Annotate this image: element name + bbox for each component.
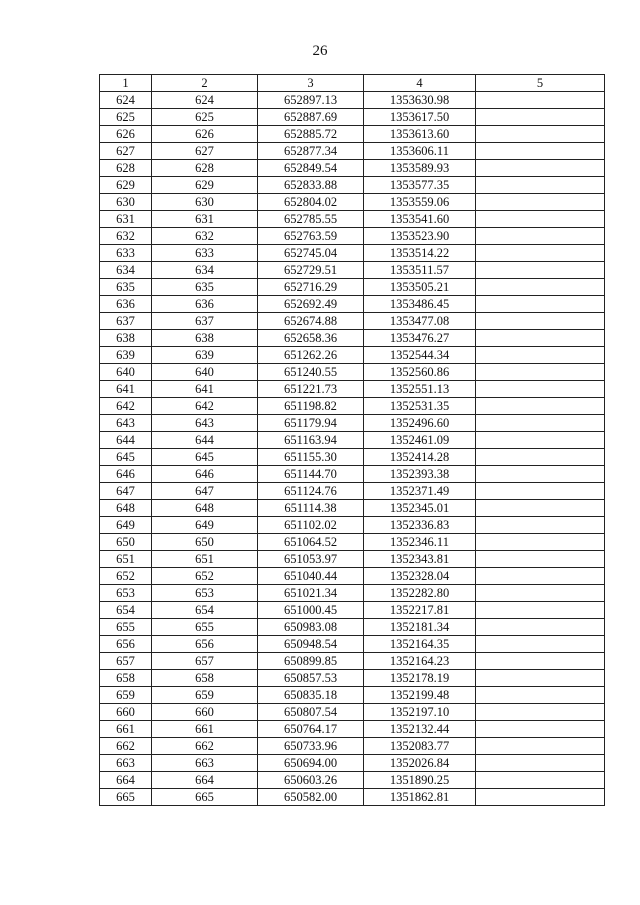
cell-note xyxy=(476,704,605,721)
table-row xyxy=(100,228,605,245)
cell-note xyxy=(476,636,605,653)
cell-note xyxy=(476,211,605,228)
table-row xyxy=(100,500,605,517)
table-row xyxy=(100,211,605,228)
cell-point-number: 648 xyxy=(100,500,152,517)
cell-note xyxy=(476,755,605,772)
table-row xyxy=(100,126,605,143)
cell-x-coordinate: 650764.17 xyxy=(258,721,364,738)
table-row xyxy=(100,585,605,602)
cell-point-number: 630 xyxy=(100,194,152,211)
table-row xyxy=(100,619,605,636)
cell-point-id: 637 xyxy=(152,313,258,330)
cell-point-id: 654 xyxy=(152,602,258,619)
cell-point-id: 659 xyxy=(152,687,258,704)
table-row xyxy=(100,449,605,466)
cell-x-coordinate: 651053.97 xyxy=(258,551,364,568)
cell-point-number: 628 xyxy=(100,160,152,177)
table-row xyxy=(100,415,605,432)
cell-y-coordinate: 1352343.81 xyxy=(364,551,476,568)
cell-point-number: 638 xyxy=(100,330,152,347)
cell-x-coordinate: 652716.29 xyxy=(258,279,364,296)
cell-point-number: 662 xyxy=(100,738,152,755)
cell-x-coordinate: 652887.69 xyxy=(258,109,364,126)
cell-x-coordinate: 652849.54 xyxy=(258,160,364,177)
cell-x-coordinate: 652897.13 xyxy=(258,92,364,109)
cell-note xyxy=(476,449,605,466)
cell-note xyxy=(476,330,605,347)
table-row xyxy=(100,296,605,313)
cell-x-coordinate: 650733.96 xyxy=(258,738,364,755)
cell-point-number: 633 xyxy=(100,245,152,262)
cell-point-number: 656 xyxy=(100,636,152,653)
cell-note xyxy=(476,653,605,670)
cell-point-id: 641 xyxy=(152,381,258,398)
cell-x-coordinate: 651262.26 xyxy=(258,347,364,364)
header-cell-5: 5 xyxy=(476,75,605,92)
cell-y-coordinate: 1352197.10 xyxy=(364,704,476,721)
cell-y-coordinate: 1352544.34 xyxy=(364,347,476,364)
cell-y-coordinate: 1353476.27 xyxy=(364,330,476,347)
table-body xyxy=(100,92,605,806)
cell-point-number: 664 xyxy=(100,772,152,789)
cell-y-coordinate: 1352393.38 xyxy=(364,466,476,483)
page-number: 26 xyxy=(312,43,328,59)
table-row xyxy=(100,466,605,483)
cell-y-coordinate: 1352083.77 xyxy=(364,738,476,755)
cell-y-coordinate: 1352531.35 xyxy=(364,398,476,415)
cell-y-coordinate: 1352328.04 xyxy=(364,568,476,585)
cell-x-coordinate: 651102.02 xyxy=(258,517,364,534)
cell-y-coordinate: 1353477.08 xyxy=(364,313,476,330)
cell-x-coordinate: 651221.73 xyxy=(258,381,364,398)
cell-y-coordinate: 1351890.25 xyxy=(364,772,476,789)
cell-point-number: 653 xyxy=(100,585,152,602)
cell-note xyxy=(476,466,605,483)
table-row xyxy=(100,177,605,194)
table-row xyxy=(100,194,605,211)
cell-note xyxy=(476,381,605,398)
cell-y-coordinate: 1353613.60 xyxy=(364,126,476,143)
cell-y-coordinate: 1353589.93 xyxy=(364,160,476,177)
table-row xyxy=(100,160,605,177)
cell-point-id: 628 xyxy=(152,160,258,177)
cell-x-coordinate: 650694.00 xyxy=(258,755,364,772)
cell-note xyxy=(476,551,605,568)
cell-point-number: 652 xyxy=(100,568,152,585)
table-row xyxy=(100,687,605,704)
cell-x-coordinate: 651114.38 xyxy=(258,500,364,517)
cell-point-id: 643 xyxy=(152,415,258,432)
cell-y-coordinate: 1352560.86 xyxy=(364,364,476,381)
cell-note xyxy=(476,500,605,517)
cell-point-number: 643 xyxy=(100,415,152,432)
cell-point-id: 626 xyxy=(152,126,258,143)
cell-point-number: 665 xyxy=(100,789,152,806)
cell-point-number: 631 xyxy=(100,211,152,228)
cell-note xyxy=(476,262,605,279)
cell-point-id: 662 xyxy=(152,738,258,755)
cell-note xyxy=(476,687,605,704)
table-header xyxy=(100,75,605,92)
cell-y-coordinate: 1352164.35 xyxy=(364,636,476,653)
cell-y-coordinate: 1353514.22 xyxy=(364,245,476,262)
cell-point-id: 631 xyxy=(152,211,258,228)
cell-note xyxy=(476,415,605,432)
cell-point-id: 646 xyxy=(152,466,258,483)
cell-point-number: 640 xyxy=(100,364,152,381)
cell-point-number: 657 xyxy=(100,653,152,670)
cell-note xyxy=(476,568,605,585)
table-row xyxy=(100,330,605,347)
cell-point-id: 633 xyxy=(152,245,258,262)
cell-point-id: 661 xyxy=(152,721,258,738)
cell-y-coordinate: 1353630.98 xyxy=(364,92,476,109)
cell-note xyxy=(476,177,605,194)
cell-point-id: 664 xyxy=(152,772,258,789)
cell-note xyxy=(476,364,605,381)
cell-x-coordinate: 652745.04 xyxy=(258,245,364,262)
cell-point-id: 627 xyxy=(152,143,258,160)
table-row xyxy=(100,347,605,364)
table-row xyxy=(100,789,605,806)
cell-point-number: 647 xyxy=(100,483,152,500)
cell-note xyxy=(476,738,605,755)
cell-y-coordinate: 1352551.13 xyxy=(364,381,476,398)
cell-note xyxy=(476,245,605,262)
cell-x-coordinate: 651144.70 xyxy=(258,466,364,483)
cell-y-coordinate: 1353523.90 xyxy=(364,228,476,245)
cell-point-number: 651 xyxy=(100,551,152,568)
cell-point-number: 634 xyxy=(100,262,152,279)
cell-point-id: 638 xyxy=(152,330,258,347)
cell-point-number: 637 xyxy=(100,313,152,330)
table-row xyxy=(100,568,605,585)
cell-point-id: 652 xyxy=(152,568,258,585)
cell-x-coordinate: 650603.26 xyxy=(258,772,364,789)
table-row xyxy=(100,109,605,126)
header-cell-3: 3 xyxy=(258,75,364,92)
cell-x-coordinate: 651124.76 xyxy=(258,483,364,500)
cell-x-coordinate: 652674.88 xyxy=(258,313,364,330)
cell-point-id: 656 xyxy=(152,636,258,653)
cell-x-coordinate: 650835.18 xyxy=(258,687,364,704)
cell-point-id: 636 xyxy=(152,296,258,313)
header-cell-1: 1 xyxy=(100,75,152,92)
cell-x-coordinate: 650899.85 xyxy=(258,653,364,670)
cell-point-id: 651 xyxy=(152,551,258,568)
cell-y-coordinate: 1352336.83 xyxy=(364,517,476,534)
cell-point-number: 642 xyxy=(100,398,152,415)
cell-x-coordinate: 651000.45 xyxy=(258,602,364,619)
cell-point-number: 641 xyxy=(100,381,152,398)
cell-point-id: 660 xyxy=(152,704,258,721)
cell-y-coordinate: 1353511.57 xyxy=(364,262,476,279)
cell-point-number: 660 xyxy=(100,704,152,721)
cell-x-coordinate: 651240.55 xyxy=(258,364,364,381)
cell-note xyxy=(476,602,605,619)
cell-y-coordinate: 1352181.34 xyxy=(364,619,476,636)
header-cell-4: 4 xyxy=(364,75,476,92)
table-row xyxy=(100,245,605,262)
cell-point-id: 624 xyxy=(152,92,258,109)
cell-y-coordinate: 1353617.50 xyxy=(364,109,476,126)
cell-point-number: 646 xyxy=(100,466,152,483)
cell-point-id: 650 xyxy=(152,534,258,551)
table-row xyxy=(100,636,605,653)
cell-x-coordinate: 652785.55 xyxy=(258,211,364,228)
cell-note xyxy=(476,160,605,177)
table-row xyxy=(100,262,605,279)
cell-point-id: 632 xyxy=(152,228,258,245)
cell-y-coordinate: 1353505.21 xyxy=(364,279,476,296)
cell-point-id: 645 xyxy=(152,449,258,466)
cell-y-coordinate: 1353541.60 xyxy=(364,211,476,228)
cell-note xyxy=(476,721,605,738)
cell-point-id: 647 xyxy=(152,483,258,500)
cell-point-number: 661 xyxy=(100,721,152,738)
cell-x-coordinate: 651163.94 xyxy=(258,432,364,449)
table-row xyxy=(100,364,605,381)
cell-point-number: 649 xyxy=(100,517,152,534)
table-row xyxy=(100,551,605,568)
cell-point-number: 629 xyxy=(100,177,152,194)
cell-point-number: 655 xyxy=(100,619,152,636)
table-row xyxy=(100,738,605,755)
cell-y-coordinate: 1352371.49 xyxy=(364,483,476,500)
table-row xyxy=(100,517,605,534)
cell-x-coordinate: 652885.72 xyxy=(258,126,364,143)
cell-point-number: 635 xyxy=(100,279,152,296)
cell-note xyxy=(476,483,605,500)
cell-point-number: 644 xyxy=(100,432,152,449)
cell-note xyxy=(476,228,605,245)
cell-point-id: 635 xyxy=(152,279,258,296)
cell-x-coordinate: 652658.36 xyxy=(258,330,364,347)
table-row xyxy=(100,602,605,619)
cell-x-coordinate: 652804.02 xyxy=(258,194,364,211)
cell-point-number: 639 xyxy=(100,347,152,364)
cell-note xyxy=(476,619,605,636)
cell-y-coordinate: 1352282.80 xyxy=(364,585,476,602)
cell-note xyxy=(476,92,605,109)
cell-note xyxy=(476,585,605,602)
table-row xyxy=(100,483,605,500)
cell-point-id: 663 xyxy=(152,755,258,772)
coordinates-table xyxy=(99,74,605,806)
cell-note xyxy=(476,194,605,211)
cell-point-number: 645 xyxy=(100,449,152,466)
cell-y-coordinate: 1353606.11 xyxy=(364,143,476,160)
cell-y-coordinate: 1352178.19 xyxy=(364,670,476,687)
cell-point-id: 653 xyxy=(152,585,258,602)
cell-point-number: 624 xyxy=(100,92,152,109)
cell-y-coordinate: 1352199.48 xyxy=(364,687,476,704)
cell-x-coordinate: 650948.54 xyxy=(258,636,364,653)
cell-point-id: 644 xyxy=(152,432,258,449)
cell-point-id: 648 xyxy=(152,500,258,517)
cell-point-id: 639 xyxy=(152,347,258,364)
cell-point-number: 663 xyxy=(100,755,152,772)
cell-note xyxy=(476,296,605,313)
cell-point-id: 629 xyxy=(152,177,258,194)
table-row xyxy=(100,772,605,789)
cell-point-number: 627 xyxy=(100,143,152,160)
header-cell-2: 2 xyxy=(152,75,258,92)
cell-y-coordinate: 1352461.09 xyxy=(364,432,476,449)
header-row xyxy=(100,75,605,92)
table-row xyxy=(100,313,605,330)
cell-note xyxy=(476,772,605,789)
cell-point-number: 659 xyxy=(100,687,152,704)
cell-note xyxy=(476,670,605,687)
table-row xyxy=(100,432,605,449)
cell-point-id: 657 xyxy=(152,653,258,670)
cell-y-coordinate: 1352345.01 xyxy=(364,500,476,517)
cell-x-coordinate: 652833.88 xyxy=(258,177,364,194)
cell-note xyxy=(476,432,605,449)
cell-note xyxy=(476,517,605,534)
cell-point-id: 640 xyxy=(152,364,258,381)
cell-point-number: 654 xyxy=(100,602,152,619)
cell-y-coordinate: 1351862.81 xyxy=(364,789,476,806)
cell-x-coordinate: 650983.08 xyxy=(258,619,364,636)
cell-x-coordinate: 652729.51 xyxy=(258,262,364,279)
cell-x-coordinate: 651021.34 xyxy=(258,585,364,602)
cell-x-coordinate: 652877.34 xyxy=(258,143,364,160)
cell-point-id: 642 xyxy=(152,398,258,415)
cell-point-id: 625 xyxy=(152,109,258,126)
table-row xyxy=(100,670,605,687)
cell-point-number: 658 xyxy=(100,670,152,687)
table-row xyxy=(100,704,605,721)
cell-y-coordinate: 1352164.23 xyxy=(364,653,476,670)
cell-y-coordinate: 1353559.06 xyxy=(364,194,476,211)
table-row xyxy=(100,92,605,109)
cell-note xyxy=(476,109,605,126)
cell-point-id: 630 xyxy=(152,194,258,211)
cell-point-number: 632 xyxy=(100,228,152,245)
cell-note xyxy=(476,347,605,364)
cell-point-number: 626 xyxy=(100,126,152,143)
cell-x-coordinate: 651179.94 xyxy=(258,415,364,432)
cell-y-coordinate: 1352496.60 xyxy=(364,415,476,432)
cell-note xyxy=(476,534,605,551)
cell-note xyxy=(476,398,605,415)
cell-y-coordinate: 1352026.84 xyxy=(364,755,476,772)
table-row xyxy=(100,398,605,415)
cell-note xyxy=(476,789,605,806)
cell-x-coordinate: 651198.82 xyxy=(258,398,364,415)
cell-note xyxy=(476,143,605,160)
cell-note xyxy=(476,279,605,296)
cell-x-coordinate: 651064.52 xyxy=(258,534,364,551)
table-row xyxy=(100,381,605,398)
cell-point-id: 665 xyxy=(152,789,258,806)
cell-point-id: 655 xyxy=(152,619,258,636)
cell-x-coordinate: 652692.49 xyxy=(258,296,364,313)
cell-point-number: 636 xyxy=(100,296,152,313)
cell-point-number: 650 xyxy=(100,534,152,551)
cell-x-coordinate: 651155.30 xyxy=(258,449,364,466)
cell-y-coordinate: 1352217.81 xyxy=(364,602,476,619)
cell-note xyxy=(476,313,605,330)
cell-point-id: 634 xyxy=(152,262,258,279)
cell-x-coordinate: 650582.00 xyxy=(258,789,364,806)
cell-y-coordinate: 1352132.44 xyxy=(364,721,476,738)
table-row xyxy=(100,534,605,551)
cell-y-coordinate: 1353486.45 xyxy=(364,296,476,313)
cell-x-coordinate: 651040.44 xyxy=(258,568,364,585)
cell-point-number: 625 xyxy=(100,109,152,126)
cell-y-coordinate: 1352414.28 xyxy=(364,449,476,466)
table-row xyxy=(100,653,605,670)
cell-x-coordinate: 650857.53 xyxy=(258,670,364,687)
cell-point-id: 649 xyxy=(152,517,258,534)
cell-x-coordinate: 650807.54 xyxy=(258,704,364,721)
table-row xyxy=(100,721,605,738)
cell-x-coordinate: 652763.59 xyxy=(258,228,364,245)
cell-point-id: 658 xyxy=(152,670,258,687)
cell-y-coordinate: 1353577.35 xyxy=(364,177,476,194)
cell-note xyxy=(476,126,605,143)
cell-y-coordinate: 1352346.11 xyxy=(364,534,476,551)
table-row xyxy=(100,279,605,296)
table-row xyxy=(100,143,605,160)
table-row xyxy=(100,755,605,772)
